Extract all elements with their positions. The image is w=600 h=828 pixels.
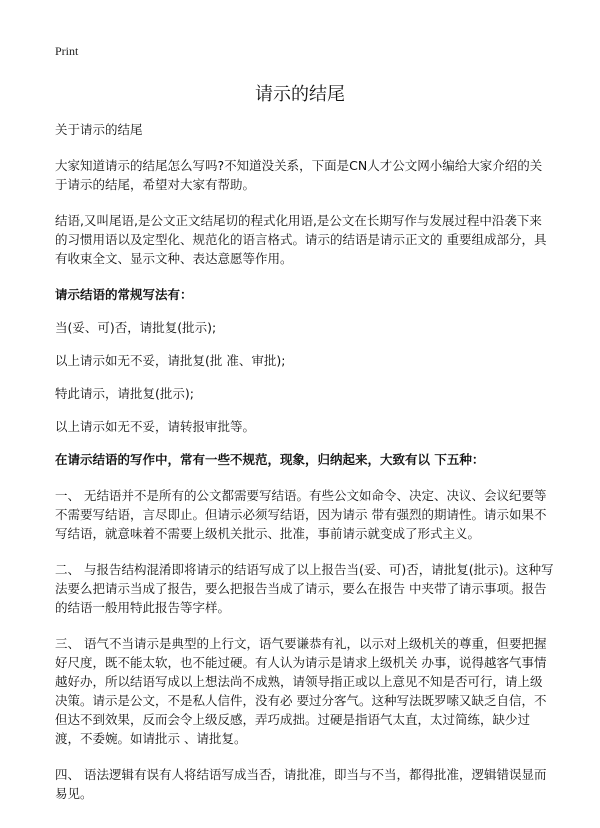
article-body xyxy=(55,120,554,820)
print-link[interactable]: Print xyxy=(55,44,79,58)
paragraph-definition: 结语,又叫尾语,是公文正文结尾切的程式化用语,是公文在长期写作与发展过程中沿袭下来的习惯用语以及定型化、规范化的语言格式。请示的结语是请示正文的 重要组成部分，具有收束全文、显示文种、表达意愿等作用。 xyxy=(55,213,547,266)
paragraph-problem-3: 三、 语气不当请示是典型的上行文，语气要谦恭有礼，以示对上级机关的尊重，但要把握好尺度，既不能太软，也不能过硬。有人认为请示是请求上级机关 办事，说得越客气事情越好办，所以结语写成以上想法尚不成熟，请领导指正或以上意见不知是否可行，请上级决策。请示是公文，不是私人信件，没有必 要过分客气。这种写法既罗嗦又缺乏自信，不但达不到效果，反而会令上级反感，弄巧成拙。过硬是指语气太直，太过简练，缺少过渡，不委婉。如请批示 、请批复。 xyxy=(55,636,547,746)
page-title: 请示的结尾 xyxy=(255,84,345,105)
paragraph-intro: 大家知道请示的结尾怎么写吗?不知道没关系，下面是CN人才公文网小编给大家介绍的关于请示的结尾，希望对大家有帮助。 xyxy=(55,158,543,192)
section-heading-common-forms: 请示结语的常规写法有： xyxy=(55,287,193,302)
paragraph-intro-title: 关于请示的结尾 xyxy=(55,122,143,137)
section-heading-problems: 在请示结语的写作中，常有一些不规范，现象，归纳起来，大致有以 下五种： xyxy=(55,452,485,467)
paragraph-problem-2: 二、 与报告结构混淆即将请示的结语写成了以上报告当(妥、可)否，请批复(批示)。这种写法要么把请示当成了报告，要么把报告当成了请示，要么在报告 中夹带了请示事项。报告的结语一般用特此报告等字样。 xyxy=(55,562,554,615)
paragraph-problem-4: 四、 语法逻辑有误有人将结语写成当否，请批准，即当与不当，都得批准，逻辑错误显而易见。 xyxy=(55,767,547,801)
list-item: 当(妥、可)否，请批复(批示); xyxy=(55,320,217,335)
paragraph-problem-1: 一、 无结语并不是所有的公文都需要写结语。有些公文如命令、决定、决议、会议纪要等不需要写结语，言尽即止。但请示必须写结语，因为请示 带有强烈的期请性。请示如果不写结语，就意味着不需要上级机关批示、批准，事前请示就变成了形式主义。 xyxy=(55,488,547,541)
list-item: 以上请示如无不妥，请转报审批等。 xyxy=(55,419,256,434)
list-item: 以上请示如无不妥，请批复(批 准、审批); xyxy=(55,353,286,368)
list-item: 特此请示，请批复(批示); xyxy=(55,386,194,401)
